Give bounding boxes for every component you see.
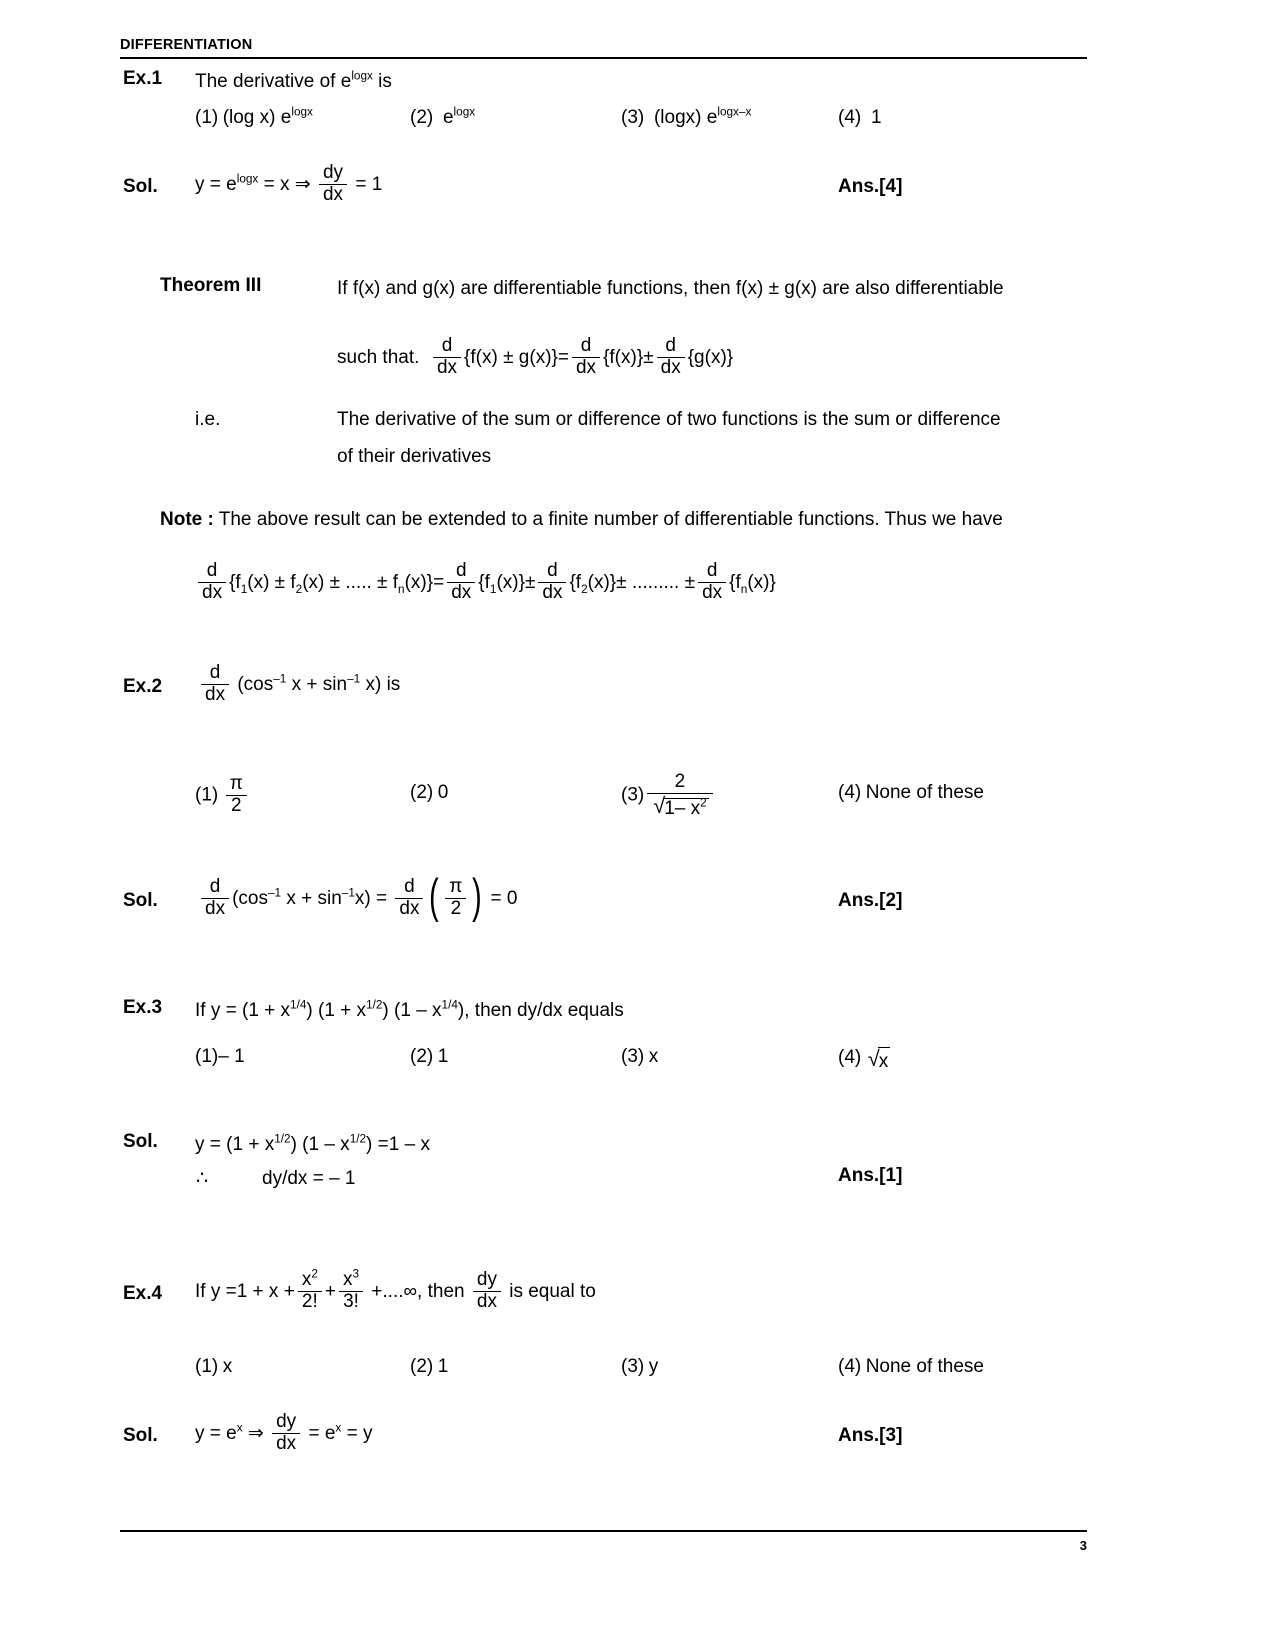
ex2-option-4-num: (4) [838,782,862,803]
ex1-option-4-num: (4) [838,107,862,128]
ex4-q-pre: If y =1 + x + [195,1281,295,1303]
ex1-option-2[interactable] [410,104,475,132]
ex3-sol-l1-sup2: 1/2 [349,1132,367,1146]
note-text: The above result can be extended to a finite number of differentiable functions. Thus we have [213,509,1003,530]
theorem-such-that-label: such that. [337,347,420,369]
ex3-q-sup-1: 1/4 [290,998,307,1012]
header-title: DIFFERENTIATION [120,37,253,53]
ex3-q-p0: If y = (1 + x [195,1000,291,1021]
ex4-sol-label: Sol. [123,1425,158,1446]
ex1-sol-label: Sol. [123,176,158,197]
ex4-q-fraction-3: $\frac{dy}{dx}$ [473,1270,501,1312]
ex3-option-3[interactable] [621,1043,658,1071]
ex2-question [198,664,400,706]
note-f1-fraction: $\frac{d}{dx}$ [198,561,226,603]
ex3-option-2[interactable] [410,1043,448,1071]
ex2-question-fraction: $\frac{d}{dx}$ [201,663,229,705]
theorem-r2-fraction: $\frac{d}{dx}$ [657,336,685,378]
ex2-sol-mid3: x) = [354,888,393,910]
ex4-q-post: is equal to [509,1281,596,1303]
note-pm2: ± ......... ± [616,572,696,594]
ex2-option-3-num: (3) [621,784,645,806]
note-b1: {$f_1(x) \pm f_2(x)$ ± ..... ± $f_n(x)$} [229,572,434,596]
ex2-option-3-radical: √1– $x^2$ [647,793,712,819]
ex3-q-sup-3: 1/4 [441,998,458,1012]
ex3-option-2-text: 1 [437,1046,449,1067]
ex2-q-sup1: –1 [273,672,287,686]
page-number: 3 [1079,1538,1087,1553]
ex1-answer: Ans.[4] [838,176,903,197]
ex2-answer: Ans.[2] [838,890,903,911]
ex3-sol-l1-post: ) =1 – x [366,1134,430,1155]
ex4-q-plus: + [324,1281,336,1303]
ex2-option-1-num: (1) [195,784,219,806]
ex4-option-4[interactable] [838,1353,984,1381]
ex1-solution-math [195,164,382,206]
ex4-sol-sup1: x [236,1421,243,1435]
ex3-option-1[interactable] [195,1043,245,1071]
ex4-sol-sup2: x [335,1421,342,1435]
theorem-ie-line2: of their derivatives [337,446,492,467]
ex4-sol-post: = y [341,1423,373,1445]
ex2-sol-fraction-3: $\frac{\pi}{2}$ [445,877,466,919]
theorem-pm: ± [643,347,654,369]
ex3-answer: Ans.[1] [838,1165,903,1186]
page-footer [120,1530,1087,1553]
note-block [160,506,1095,534]
note-equals: = [433,572,445,594]
ex3-option-4-radical: √x [866,1043,891,1075]
ex3-sol-l1-sup1: 1/2 [274,1132,291,1146]
ex4-option-3[interactable] [621,1353,658,1381]
note-b4: $\{f_n(x)\}$ [729,572,776,596]
theorem-ie-label: i.e. [195,409,221,430]
ex3-question [195,997,624,1025]
ex1-sol-sup: logx [236,172,259,186]
ex3-label: Ex.3 [123,997,163,1018]
ex2-solution-math [198,869,518,923]
ex1-option-4-text: 1 [870,107,882,128]
ex1-option-3-num: (3) [621,107,645,128]
ex2-sol-post: = 0 [485,888,518,910]
ex2-sol-close-paren: ) [472,869,483,923]
ex2-option-1[interactable] [195,775,250,817]
ex4-sol-fraction: $\frac{dy}{dx}$ [272,1412,300,1454]
ex3-sol-label: Sol. [123,1131,158,1152]
ex1-option-1-text: (log x) $e^{logx}$ [222,105,313,128]
theorem-ie-line1: The derivative of the sum or difference of two functions is the sum or difference [337,409,1001,430]
ex3-solution-line1 [195,1131,430,1159]
ex2-option-4-text: None of these [865,782,984,803]
note-pm1: ± [524,572,536,594]
ex3-option-3-text: x [648,1046,659,1067]
theorem-r2-body: {g(x)} [687,347,734,369]
note-b2: $\{f_1(x)\}$ [478,572,525,596]
ex1-option-2-num: (2) [410,107,434,128]
ex3-option-1-text: – 1 [218,1046,245,1067]
ex4-option-4-num: (4) [838,1356,862,1377]
ex4-q-frac1-num: $x^2$ [301,1267,318,1290]
note-f4-fraction: $\frac{d}{dx}$ [698,561,726,603]
ex2-option-3-fraction: $\frac{2}{√1- x^2}$ [647,772,712,818]
ex2-sol-fraction-2: $\frac{d}{dx}$ [395,877,423,919]
ex1-question-post: is [372,71,392,92]
ex3-option-1-num: (1) [195,1046,219,1067]
ex2-sol-mid1: (cos [232,888,268,910]
ex2-sol-sup1: –1 [267,886,282,900]
ex1-question [195,68,392,96]
ex4-q-frac2-num: $x^3$ [342,1267,360,1290]
ex2-q-mid: x + sin [286,674,348,696]
ex1-sol-fraction: $\frac{dy}{dx}$ [319,163,347,205]
ex1-option-1-num: (1) [195,107,219,128]
note-b3: $\{f_2(x)\}$ [569,572,617,596]
ex4-answer: Ans.[3] [838,1425,903,1446]
ex2-option-3[interactable] [621,773,716,819]
ex1-sol-mid: = x ⇒ [258,174,316,196]
ex4-q-mid: +....∞, then [371,1281,465,1303]
ex4-option-4-text: None of these [865,1356,984,1377]
ex1-option-3-text: (logx) $e^{logx-x}$ [653,105,752,128]
theorem-equals: = [557,347,569,369]
ex4-option-1-text: x [222,1356,233,1377]
ex2-sol-fraction-1: $\frac{d}{dx}$ [201,877,229,919]
ex4-sol-mid: ⇒ [242,1423,270,1445]
note-label: Note : [160,509,214,530]
ex4-option-2[interactable] [410,1353,448,1381]
ex3-q-p6: ), then dy/dx equals [457,1000,624,1021]
ex3-q-p4: ) (1 – x [382,1000,442,1021]
ex4-label: Ex.4 [123,1283,163,1304]
note-f3-fraction: $\frac{d}{dx}$ [538,561,566,603]
ex2-label: Ex.2 [123,676,163,697]
note-formula [195,562,776,604]
ex2-sol-sup2: –1 [341,886,355,900]
theorem-lhs-fraction: $\frac{d}{dx}$ [433,336,461,378]
ex1-label: Ex.1 [123,68,163,89]
ex2-option-2-num: (2) [410,782,434,803]
ex4-question [195,1267,596,1313]
ex4-option-3-num: (3) [621,1356,645,1377]
ex3-option-4[interactable] [838,1043,890,1075]
theorem-formula [337,337,733,379]
theorem-lhs-body: {f(x) ± g(x)} [464,347,558,369]
ex4-q-fraction-2: $\frac{x^3}{3!}$ [339,1270,363,1312]
ex4-sol-post-pre: = e [303,1423,336,1445]
ex1-question-pre: The derivative of e [195,71,352,92]
ex4-sol-pre: y = e [195,1423,237,1445]
ex2-q-sup2: –1 [347,672,361,686]
ex1-sol-pre: y = e [195,174,237,196]
ex1-option-4[interactable] [838,104,882,132]
ex3-q-sup-2: 1/2 [366,998,383,1012]
ex4-option-2-text: 1 [437,1356,449,1377]
ex1-option-3[interactable] [621,104,751,132]
ex3-option-2-num: (2) [410,1046,434,1067]
ex3-sol-l1-mid: ) (1 – x [290,1134,350,1155]
ex4-option-1-num: (1) [195,1356,219,1377]
ex2-sol-label: Sol. [123,890,158,911]
ex4-q-fraction-1: $\frac{x^2}{2!}$ [298,1270,322,1312]
ex1-option-2-text: $e^{logx}$ [442,105,476,128]
ex3-option-4-num: (4) [838,1047,862,1069]
theorem-label: Theorem III [160,275,262,296]
theorem-r1-fraction: $\frac{d}{dx}$ [572,336,600,378]
ex1-option-1[interactable] [195,104,313,132]
ex3-therefore-symbol: ∴ [196,1168,209,1189]
ex2-option-1-fraction: $\frac{\pi}{2}$ [226,774,247,816]
page-header [120,38,1087,59]
ex4-option-3-text: y [648,1356,659,1377]
ex2-option-2[interactable] [410,779,448,807]
ex2-sol-open-paren: ( [429,869,440,923]
ex2-q-pre: (cos [237,674,274,696]
ex3-solution-line2: dy/dx = – 1 [262,1168,356,1189]
note-f2-fraction: $\frac{d}{dx}$ [447,561,475,603]
ex2-sol-mid2: x + sin [281,888,342,910]
ex1-sol-post: = 1 [350,174,383,196]
ex2-option-4[interactable] [838,779,984,807]
ex2-option-2-text: 0 [437,782,449,803]
ex1-question-sup: logx [351,69,373,83]
ex4-option-1[interactable] [195,1353,232,1381]
ex3-sol-l1-pre: y = (1 + x [195,1134,275,1155]
theorem-statement: If f(x) and g(x) are differentiable functions, then f(x) ± g(x) are also differentiable [337,278,1004,299]
ex4-solution-math [195,1413,372,1455]
ex3-q-p2: ) (1 + x [306,1000,367,1021]
theorem-r1-body: {f(x)} [603,347,644,369]
header-divider [120,57,1087,59]
ex3-option-3-num: (3) [621,1046,645,1067]
ex2-q-post: x) is [360,674,401,696]
ex4-option-2-num: (2) [410,1356,434,1377]
